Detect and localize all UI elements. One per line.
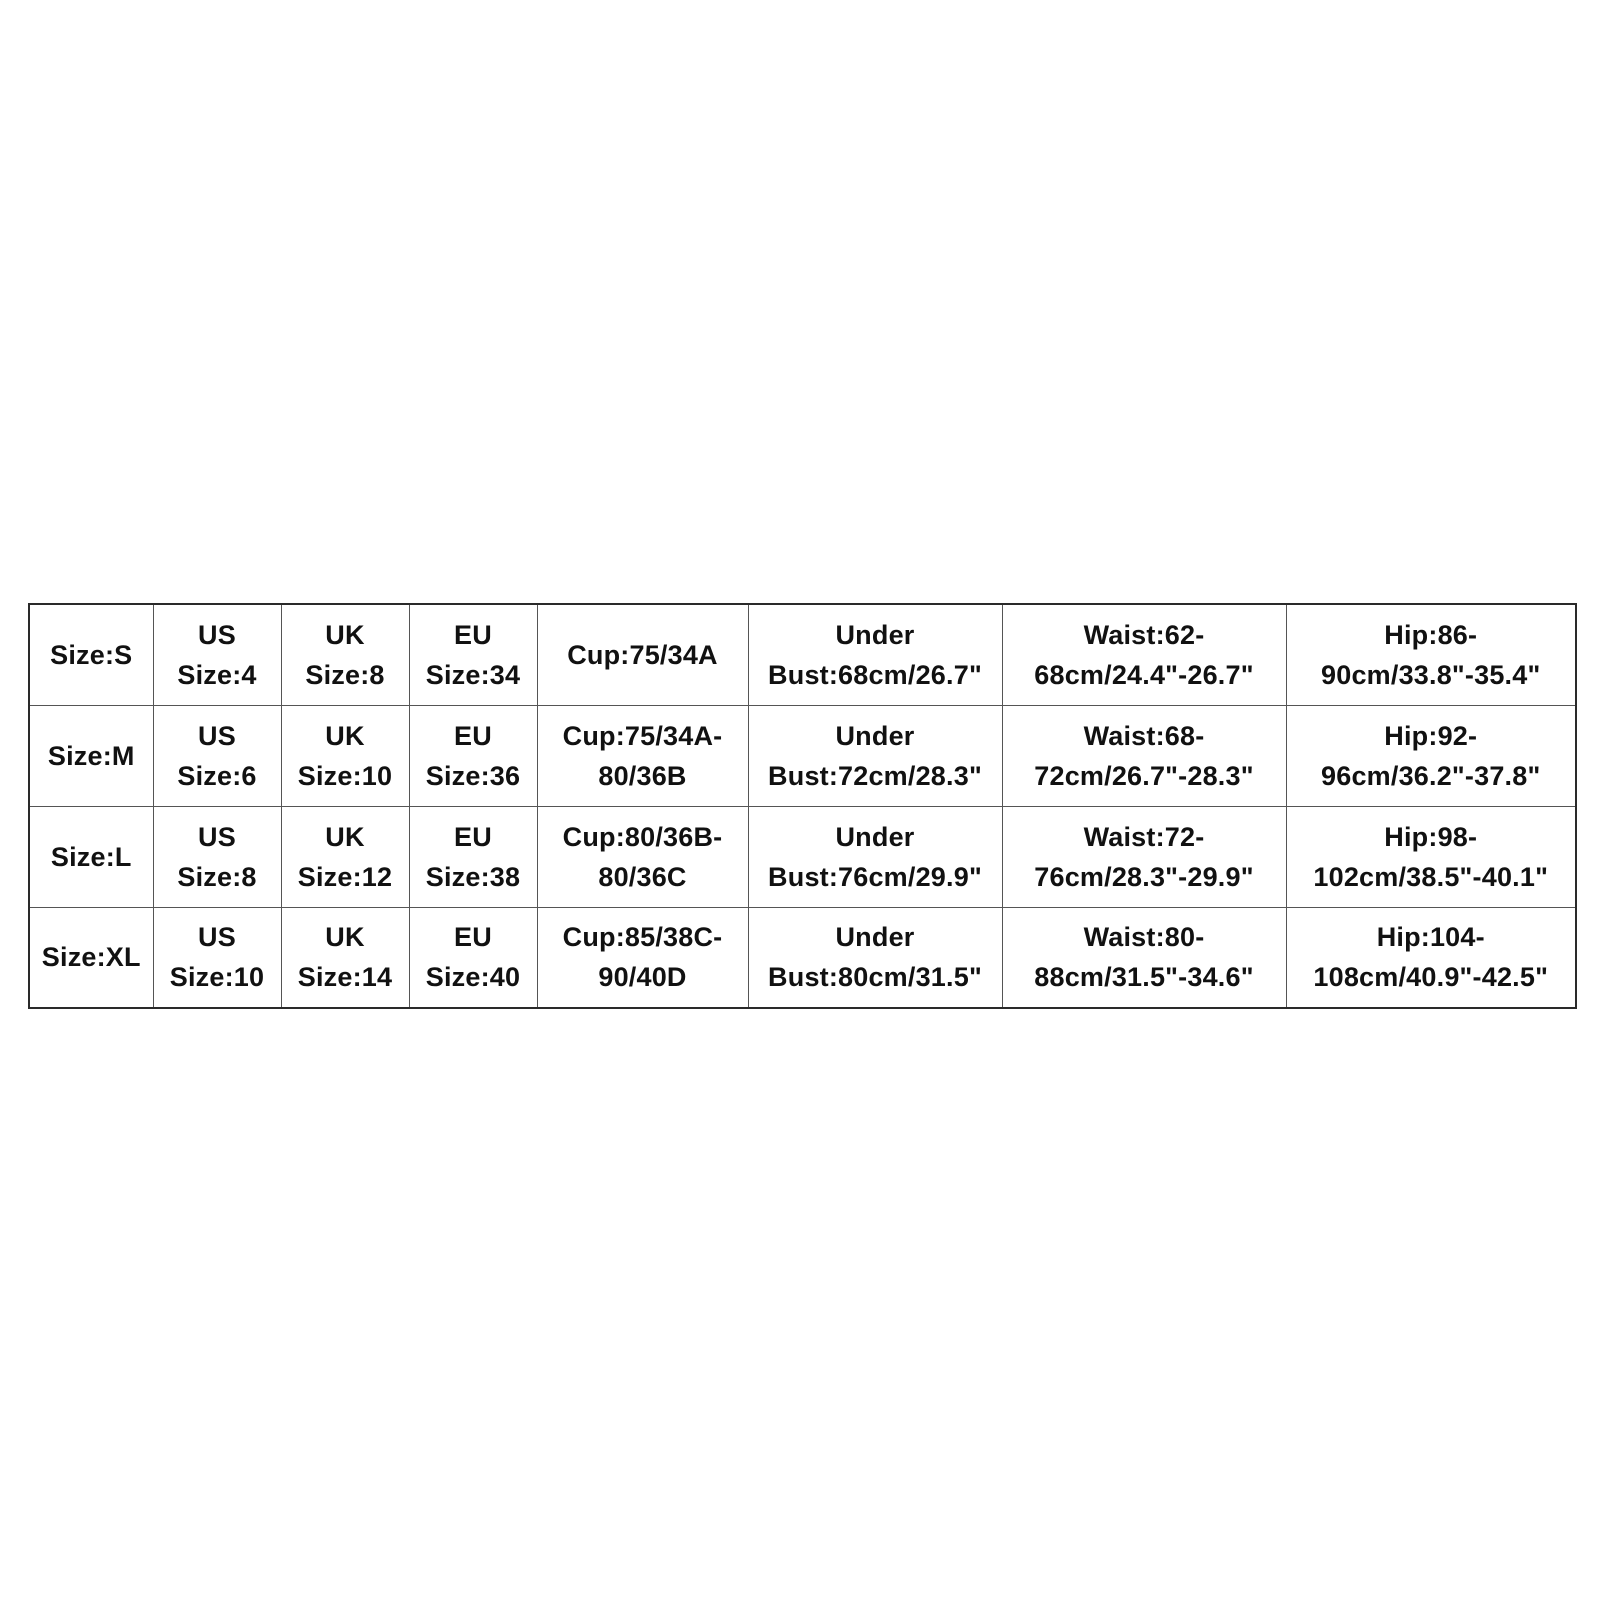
us-size-cell: US Size:10 [153,907,281,1008]
eu-size-cell: EU Size:38 [409,806,537,907]
uk-size-cell: UK Size:8 [281,604,409,705]
us-size-cell: US Size:6 [153,705,281,806]
size-label-cell: Size:L [29,806,153,907]
hip-cell: Hip:98- 102cm/38.5"-40.1" [1286,806,1576,907]
size-row-s [29,604,1576,705]
waist-cell: Waist:80- 88cm/31.5"-34.6" [1002,907,1286,1008]
cup-size-cell: Cup:85/38C- 90/40D [537,907,748,1008]
size-chart-table [28,603,1577,1009]
under-bust-cell: Under Bust:76cm/29.9" [748,806,1002,907]
waist-cell: Waist:68- 72cm/26.7"-28.3" [1002,705,1286,806]
hip-cell: Hip:86- 90cm/33.8"-35.4" [1286,604,1576,705]
size-row-l [29,806,1576,907]
eu-size-cell: EU Size:40 [409,907,537,1008]
size-row-m [29,705,1576,806]
uk-size-cell: UK Size:10 [281,705,409,806]
waist-cell: Waist:72- 76cm/28.3"-29.9" [1002,806,1286,907]
size-label-cell: Size:S [29,604,153,705]
under-bust-cell: Under Bust:80cm/31.5" [748,907,1002,1008]
cup-size-cell: Cup:75/34A- 80/36B [537,705,748,806]
waist-cell: Waist:62- 68cm/24.4"-26.7" [1002,604,1286,705]
uk-size-cell: UK Size:12 [281,806,409,907]
uk-size-cell: UK Size:14 [281,907,409,1008]
eu-size-cell: EU Size:34 [409,604,537,705]
eu-size-cell: EU Size:36 [409,705,537,806]
under-bust-cell: Under Bust:72cm/28.3" [748,705,1002,806]
cup-size-cell: Cup:75/34A [537,604,748,705]
hip-cell: Hip:92- 96cm/36.2"-37.8" [1286,705,1576,806]
size-label-cell: Size:M [29,705,153,806]
cup-size-cell: Cup:80/36B- 80/36C [537,806,748,907]
size-row-xl [29,907,1576,1008]
us-size-cell: US Size:4 [153,604,281,705]
size-label-cell: Size:XL [29,907,153,1008]
under-bust-cell: Under Bust:68cm/26.7" [748,604,1002,705]
us-size-cell: US Size:8 [153,806,281,907]
hip-cell: Hip:104- 108cm/40.9"-42.5" [1286,907,1576,1008]
